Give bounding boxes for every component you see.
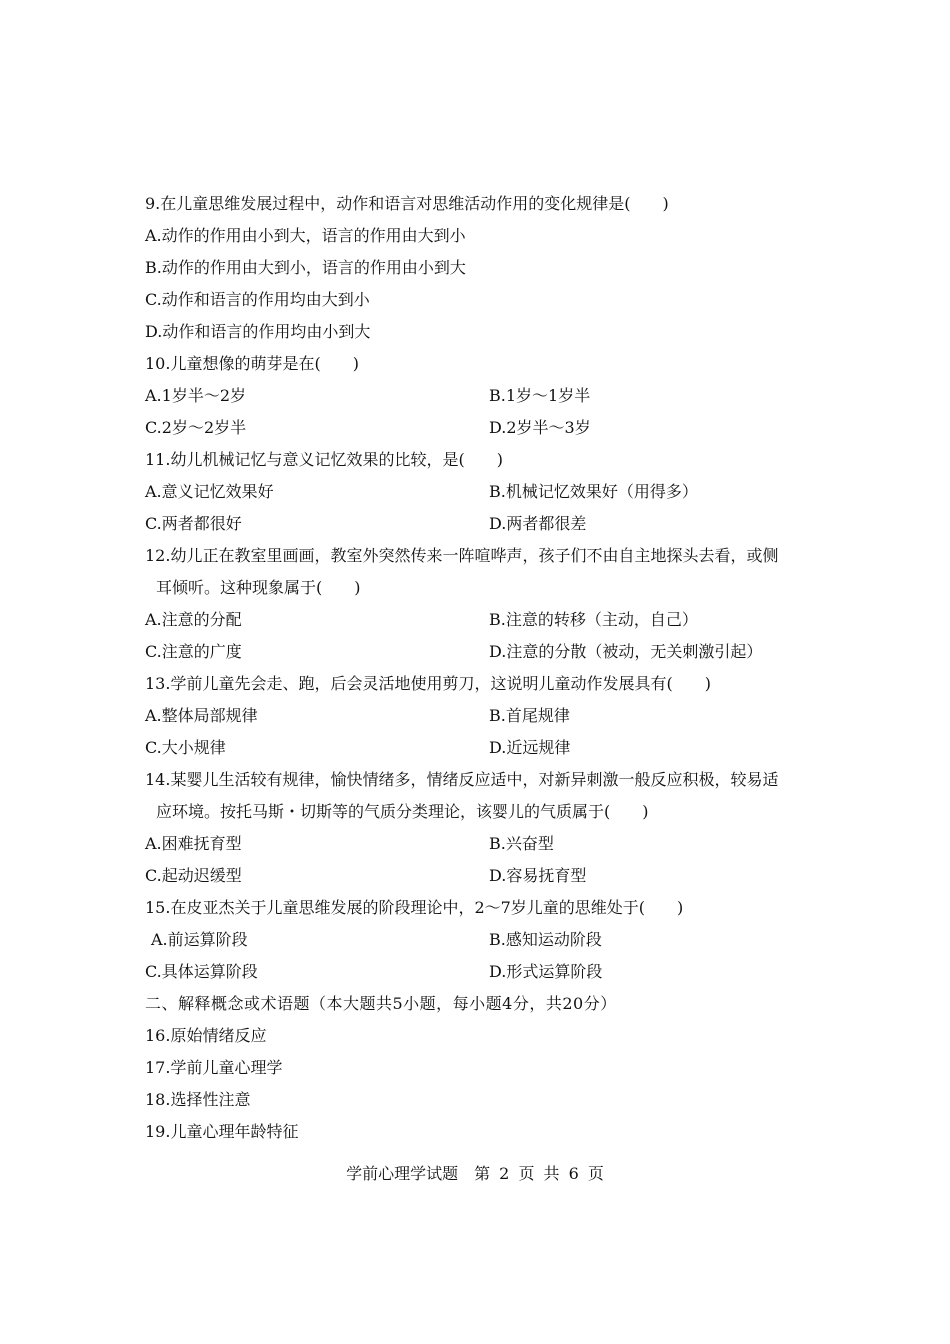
- question-14-stem-line-2: 应环境。按托马斯・切斯等的气质分类理论，该婴儿的气质属于( ): [156, 802, 649, 821]
- section-2-heading: 二、解释概念或术语题（本大题共5小题，每小题4分，共20分）: [145, 994, 617, 1013]
- question-11-options-row-1: [145, 476, 825, 508]
- question-14-options-row-2: [145, 860, 825, 892]
- question-11-option-b: B.机械记忆效果好（用得多）: [489, 482, 698, 501]
- question-10-option-b: B.1岁～1岁半: [489, 386, 591, 405]
- question-10-option-a: A.1岁半～2岁: [145, 386, 247, 405]
- question-12-options-row-1: [145, 604, 825, 636]
- exam-page-content: [145, 188, 825, 1148]
- question-18: 18.选择性注意: [145, 1090, 251, 1109]
- question-16: 16.原始情绪反应: [145, 1026, 267, 1045]
- question-9-option-d: D.动作和语言的作用均由小到大: [145, 322, 371, 341]
- question-10-options-row-1: [145, 380, 825, 412]
- question-12-stem-line-1: 12.幼儿正在教室里画画，教室外突然传来一阵喧哗声，孩子们不由自主地探头去看，或侧: [145, 546, 779, 565]
- question-15-options-row-2: [145, 956, 825, 988]
- question-12-option-d: D.注意的分散（被动，无关刺激引起）: [489, 642, 763, 661]
- question-12-option-a: A.注意的分配: [145, 610, 242, 629]
- question-10-options-row-2: [145, 412, 825, 444]
- question-14-options-row-1: [145, 828, 825, 860]
- question-10-option-c: C.2岁～2岁半: [145, 418, 247, 437]
- question-9-option-a: A.动作的作用由小到大，语言的作用由大到小: [145, 226, 466, 245]
- question-17: 17.学前儿童心理学: [145, 1058, 283, 1077]
- question-14-option-a: A.困难抚育型: [145, 834, 242, 853]
- question-15-option-a: A.前运算阶段: [151, 930, 248, 949]
- question-13-stem: 13.学前儿童先会走、跑，后会灵活地使用剪刀，这说明儿童动作发展具有( ): [145, 674, 711, 693]
- question-13-option-c: C.大小规律: [145, 738, 226, 757]
- question-10-stem: 10.儿童想像的萌芽是在( ): [145, 354, 359, 373]
- question-14-option-d: D.容易抚育型: [489, 866, 587, 885]
- question-13-option-a: A.整体局部规律: [145, 706, 258, 725]
- question-14-option-b: B.兴奋型: [489, 834, 554, 853]
- question-13-option-d: D.近远规律: [489, 738, 571, 757]
- question-13-option-b: B.首尾规律: [489, 706, 570, 725]
- question-9-option-b: B.动作的作用由大到小，语言的作用由小到大: [145, 258, 466, 277]
- question-12-option-c: C.注意的广度: [145, 642, 242, 661]
- question-11-options-row-2: [145, 508, 825, 540]
- page-footer: 学前心理学试题 第 2 页 共 6 页: [346, 1164, 604, 1183]
- question-14-stem-line-1: 14.某婴儿生活较有规律，愉快情绪多，情绪反应适中，对新异刺激一般反应积极，较易适: [145, 770, 779, 789]
- question-15-options-row-1: [145, 924, 825, 956]
- question-14-option-c: C.起动迟缓型: [145, 866, 242, 885]
- question-11-option-a: A.意义记忆效果好: [145, 482, 274, 501]
- question-9-stem: 9.在儿童思维发展过程中，动作和语言对思维活动作用的变化规律是( ): [145, 194, 669, 213]
- question-15-option-c: C.具体运算阶段: [145, 962, 258, 981]
- question-12-stem-line-2: 耳倾听。这种现象属于( ): [156, 578, 361, 597]
- question-19: 19.儿童心理年龄特征: [145, 1122, 299, 1141]
- question-12-option-b: B.注意的转移（主动，自己）: [489, 610, 698, 629]
- question-11-option-d: D.两者都很差: [489, 514, 587, 533]
- question-9-option-c: C.动作和语言的作用均由大到小: [145, 290, 370, 309]
- question-15-option-b: B.感知运动阶段: [489, 930, 602, 949]
- question-13-options-row-1: [145, 700, 825, 732]
- question-11-stem: 11.幼儿机械记忆与意义记忆效果的比较，是( ): [145, 450, 503, 469]
- question-13-options-row-2: [145, 732, 825, 764]
- question-15-option-d: D.形式运算阶段: [489, 962, 603, 981]
- question-12-options-row-2: [145, 636, 825, 668]
- question-10-option-d: D.2岁半～3岁: [489, 418, 591, 437]
- question-11-option-c: C.两者都很好: [145, 514, 242, 533]
- question-15-stem: 15.在皮亚杰关于儿童思维发展的阶段理论中，2～7岁儿童的思维处于( ): [145, 898, 684, 917]
